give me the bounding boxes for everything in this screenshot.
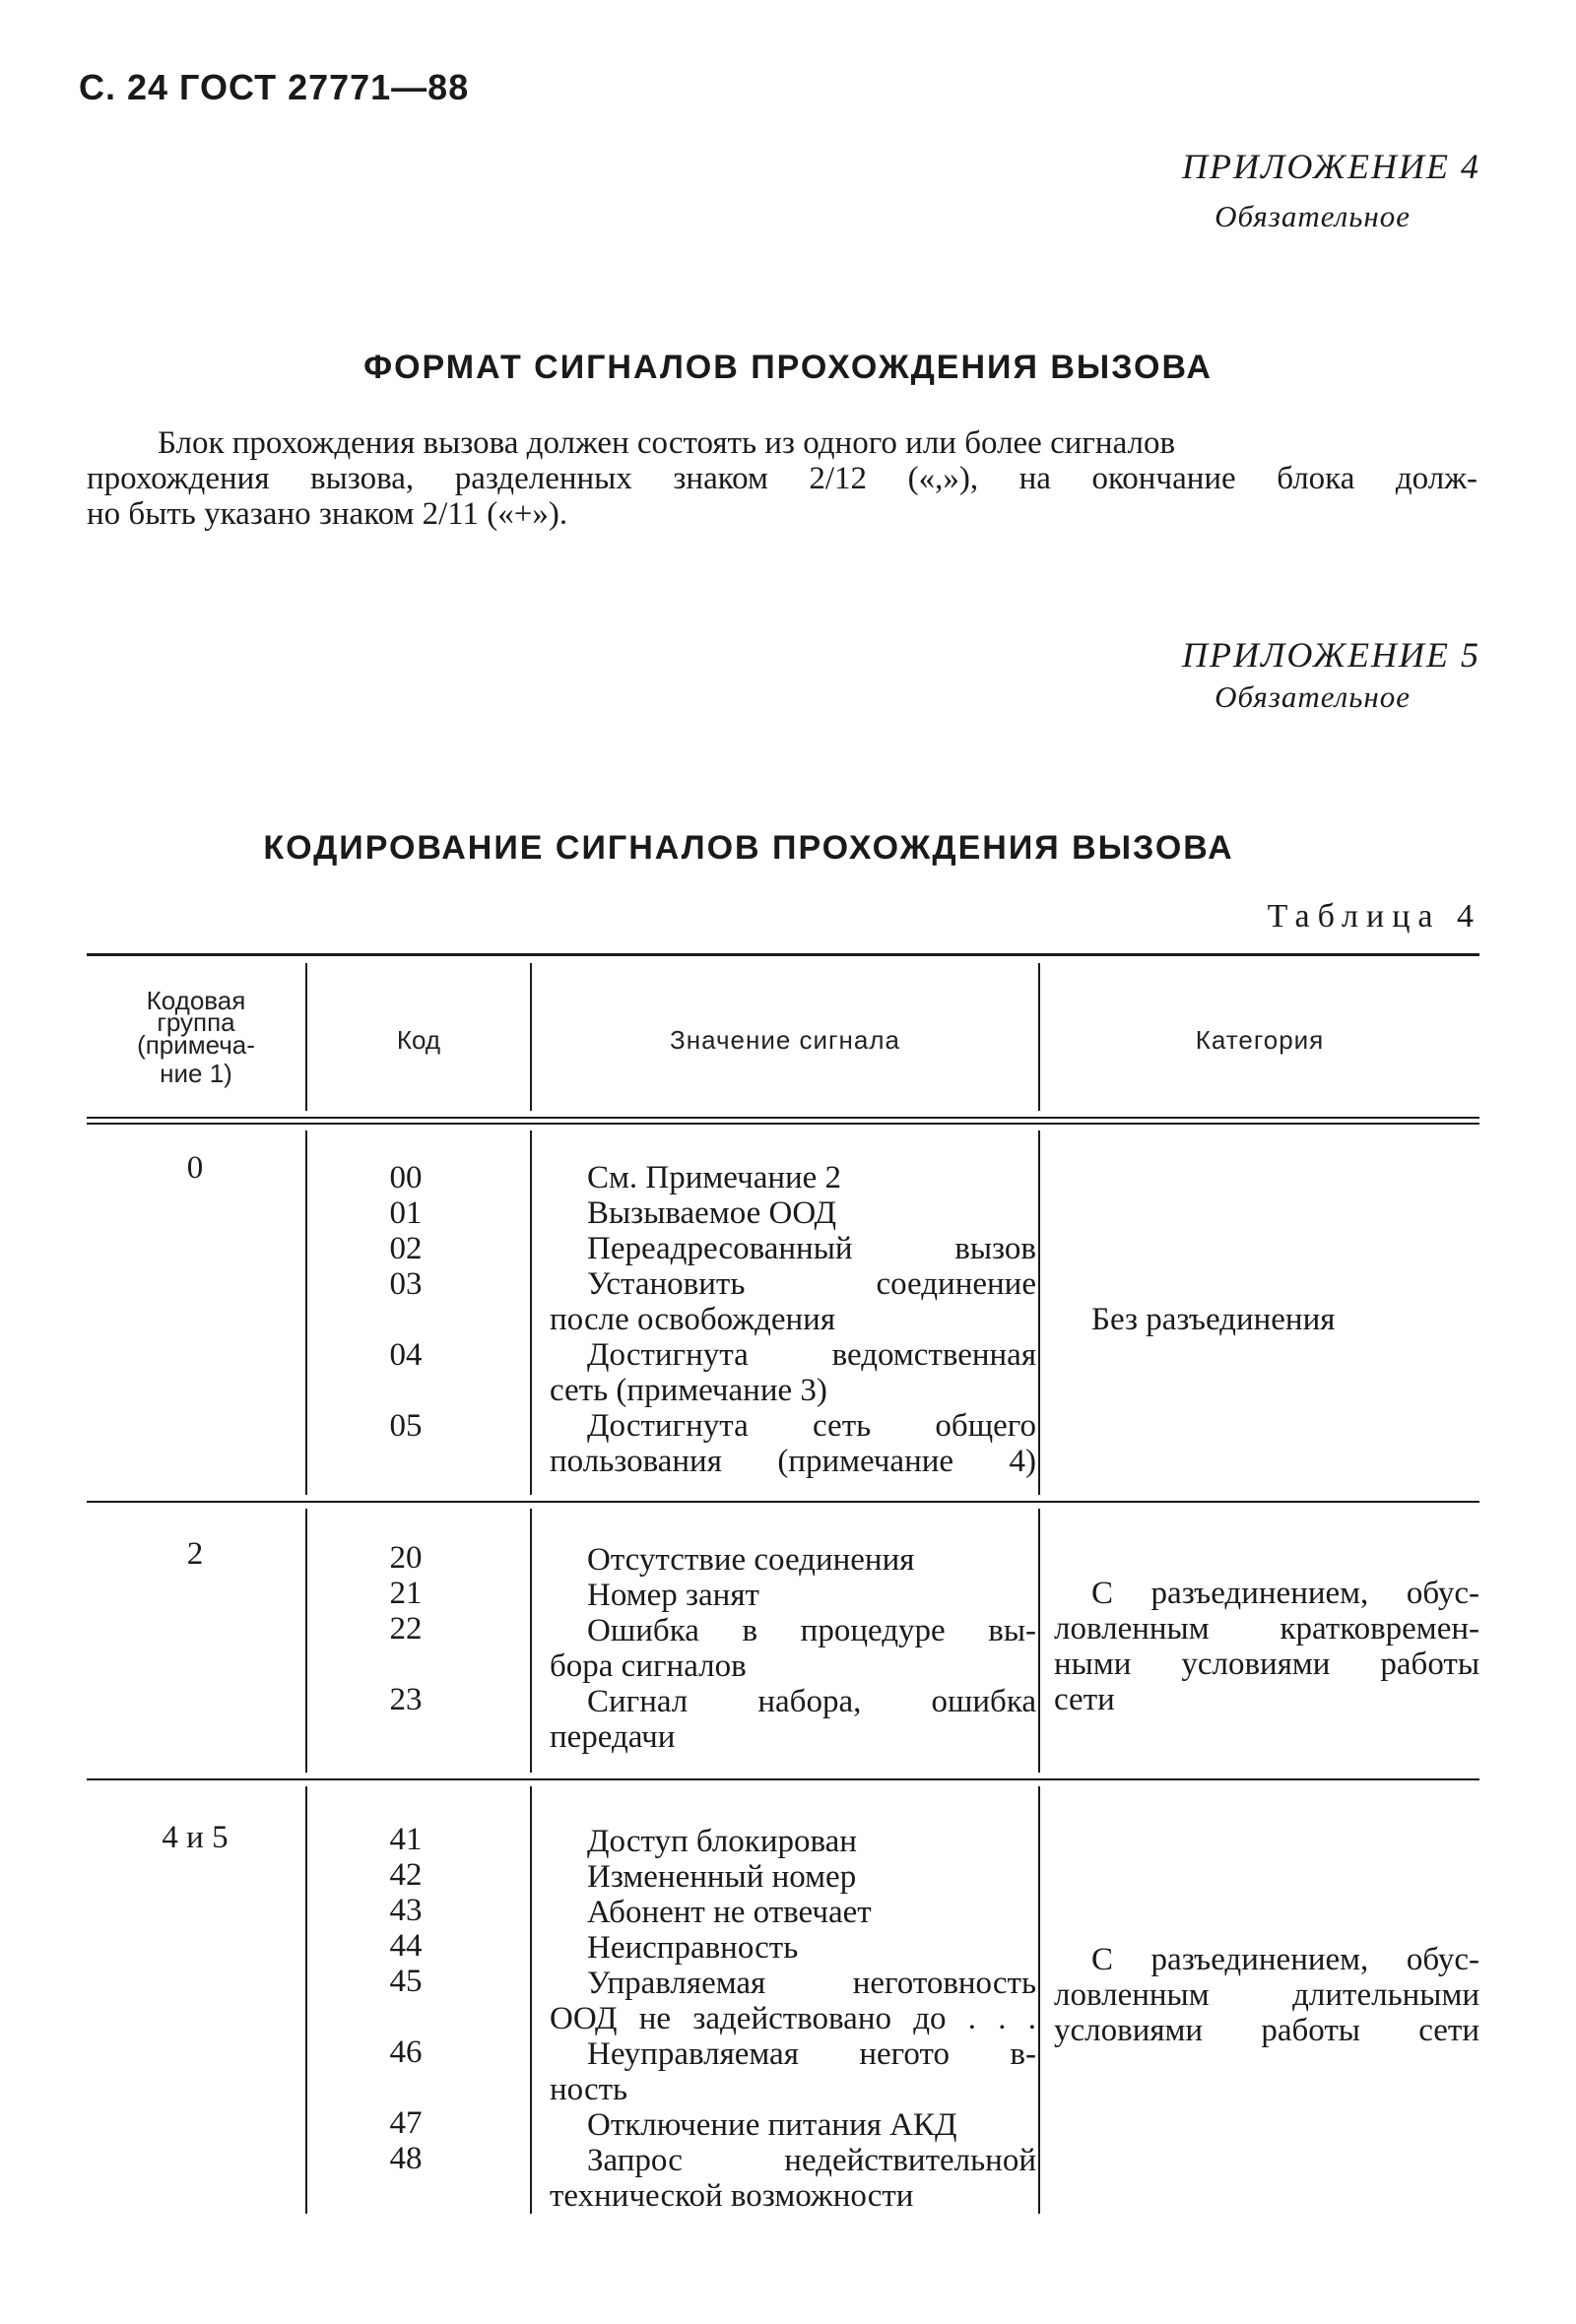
code-cell — [343, 1999, 469, 2034]
code-cell — [343, 1444, 469, 1479]
meaning-line: Абонент не отвечает — [587, 1895, 872, 1930]
code-cell: 05 — [389, 1408, 423, 1444]
meaning-line: Вызываемое ООД — [587, 1195, 837, 1231]
row-codes-2 — [343, 1540, 469, 1753]
meaning-line: Измененный номер — [587, 1859, 857, 1895]
row-category-4-5 — [1042, 1942, 1479, 2048]
row-codes-4-5 — [343, 1822, 469, 2212]
code-cell: 44 — [389, 1928, 423, 1964]
header-rule-1 — [87, 1117, 1479, 1119]
category-line: С разъединением, обус- — [1091, 1942, 1479, 1977]
code-cell: 21 — [389, 1576, 423, 1611]
code-cell — [343, 1717, 469, 1753]
header-group-line: группа — [157, 1007, 235, 1037]
meaning-line: Управляемая неготовность — [587, 1966, 1036, 2001]
category-line: ловленным длительными — [1054, 1977, 1479, 2013]
header-group-line: ние 1) — [160, 1059, 232, 1088]
code-cell — [343, 1373, 469, 1408]
code-cell: 45 — [389, 1964, 423, 1999]
row-divider-2 — [87, 1778, 1479, 1780]
code-cell: 41 — [389, 1822, 423, 1857]
appendix-4-title: ПРИЛОЖЕНИЕ 4 — [1182, 147, 1480, 186]
meaning-line: технической возможности — [550, 2178, 914, 2214]
appendix-4-paragraph — [87, 425, 1478, 532]
row3-vline-3 — [1038, 1786, 1040, 2214]
meaning-line: Достигнута ведомственная — [587, 1337, 1036, 1373]
header-group-line: Кодовая — [146, 986, 246, 1015]
page-header: С. 24 ГОСТ 27771—88 — [79, 67, 470, 107]
code-cell: 47 — [389, 2105, 423, 2141]
category-line: условиями работы сети — [1054, 2013, 1479, 2048]
meaning-line: сеть (примечание 3) — [550, 1373, 827, 1408]
code-cell: 02 — [389, 1231, 423, 1266]
code-cell: 43 — [389, 1893, 423, 1928]
category-line: ловленным кратковремен- — [1054, 1611, 1479, 1646]
meaning-line: Установить соединение — [587, 1266, 1036, 1302]
paragraph-line-3: но быть указано знаком 2/11 («+»). — [87, 496, 568, 532]
row2-vline-1 — [305, 1509, 307, 1773]
row-group-2: 2 — [186, 1536, 204, 1572]
row-meanings-0 — [550, 1160, 1036, 1479]
code-cell: 01 — [389, 1195, 423, 1231]
meaning-line: ООД не задействовано до . . . — [550, 2001, 1036, 2036]
code-cell — [343, 1302, 469, 1337]
code-cell: 22 — [389, 1611, 423, 1646]
meaning-line: Отключение питания АКД — [587, 2107, 957, 2143]
code-cell: 20 — [389, 1540, 423, 1576]
category-line: Без разъединения — [1091, 1302, 1336, 1337]
code-cell: 00 — [389, 1160, 423, 1195]
row-group-0: 0 — [186, 1150, 204, 1186]
appendix-5-title: ПРИЛОЖЕНИЕ 5 — [1182, 635, 1480, 675]
header-group-line: (примеча- — [137, 1030, 255, 1060]
appendix-5-section-title: КОДИРОВАНИЕ СИГНАЛОВ ПРОХОЖДЕНИЯ ВЫЗОВА — [263, 829, 1234, 867]
code-cell — [343, 1646, 469, 1682]
code-cell — [343, 2176, 469, 2212]
table-top-rule — [87, 953, 1479, 956]
header-group — [87, 987, 305, 1087]
signal-coding-table — [87, 953, 1479, 2214]
meaning-line: Переадресованный вызов — [587, 1231, 1036, 1266]
appendix-4-section-title: ФОРМАТ СИГНАЛОВ ПРОХОЖДЕНИЯ ВЫЗОВА — [363, 349, 1213, 386]
row1-vline-2 — [530, 1130, 532, 1495]
paragraph-line-2: прохождения вызова, разделенных знаком 2/12 («,»), на окончание блока долж- — [87, 461, 1478, 496]
row-category-2 — [1042, 1576, 1479, 1717]
meaning-line: ность — [550, 2072, 628, 2107]
row-category-0 — [1040, 1302, 1479, 1337]
table-caption: Таблица 4 — [1267, 898, 1481, 935]
appendix-5-status: Обязательное — [1215, 679, 1411, 714]
code-cell: 23 — [389, 1682, 423, 1717]
row2-vline-2 — [530, 1509, 532, 1773]
meaning-line: См. Примечание 2 — [587, 1160, 842, 1195]
row-meanings-2 — [550, 1542, 1036, 1755]
meaning-line: Достигнута сеть общего — [587, 1408, 1036, 1444]
meaning-line: передачи — [550, 1719, 676, 1755]
row3-vline-1 — [305, 1786, 307, 2214]
category-line: ными условиями работы — [1054, 1646, 1479, 1682]
row3-vline-2 — [530, 1786, 532, 2214]
row-meanings-4-5 — [550, 1824, 1036, 2214]
header-category: Категория — [1195, 1025, 1325, 1055]
meaning-line: Сигнал набора, ошибка — [587, 1684, 1036, 1719]
meaning-line: после освобождения — [550, 1302, 836, 1337]
meaning-line: Неисправность — [587, 1930, 799, 1966]
code-cell: 42 — [389, 1857, 423, 1893]
category-line: сети — [1054, 1682, 1115, 1717]
code-cell: 03 — [389, 1266, 423, 1302]
row-group-4-5: 4 и 5 — [162, 1820, 229, 1855]
meaning-line: Номер занят — [587, 1578, 759, 1613]
row2-vline-3 — [1038, 1509, 1040, 1773]
meaning-line: Запрос недействительной — [587, 2143, 1036, 2178]
code-cell: 46 — [389, 2034, 423, 2070]
header-rule-2 — [87, 1123, 1479, 1125]
category-line: С разъединением, обус- — [1091, 1576, 1479, 1611]
code-cell — [343, 2070, 469, 2105]
code-cell: 48 — [389, 2141, 423, 2176]
paragraph-line-1: Блок прохождения вызова должен состоять из одного или более сигналов — [158, 425, 1176, 461]
meaning-line: пользования (примечание 4) — [550, 1444, 1036, 1479]
meaning-line: Доступ блокирован — [587, 1824, 857, 1859]
code-cell: 04 — [389, 1337, 423, 1373]
row-codes-0 — [343, 1160, 469, 1479]
meaning-line: бора сигналов — [550, 1648, 747, 1684]
meaning-line: Ошибка в процедуре вы- — [587, 1613, 1036, 1648]
header-code: Код — [396, 1025, 441, 1055]
row1-vline-1 — [305, 1130, 307, 1495]
meaning-line: Отсутствие соединения — [587, 1542, 915, 1578]
header-meaning: Значение сигнала — [670, 1025, 900, 1055]
meaning-line: Неуправляемая негото в- — [587, 2036, 1036, 2072]
appendix-4-status: Обязательное — [1215, 199, 1411, 233]
row-divider-1 — [87, 1501, 1479, 1503]
